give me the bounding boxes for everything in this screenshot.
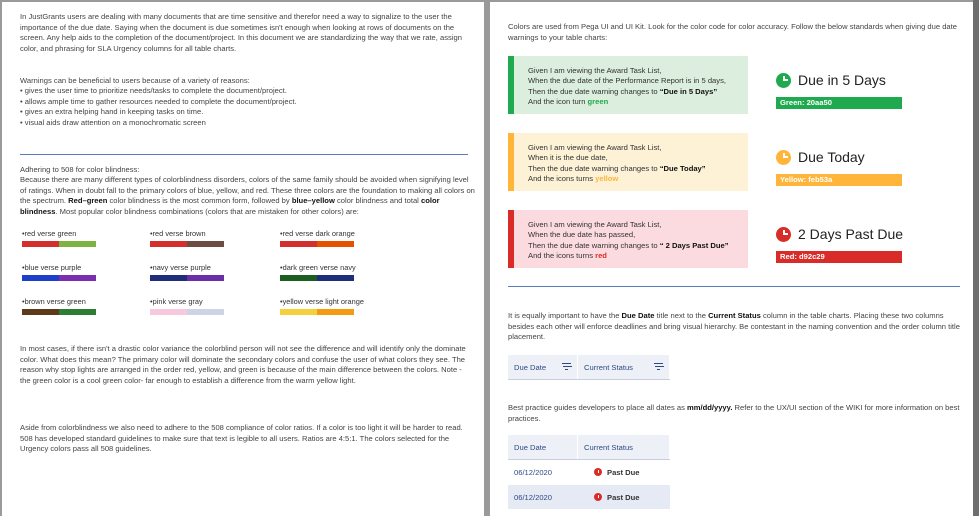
divider [20,154,468,155]
clock-icon [594,493,602,501]
rule-quote: “ 2 Days Past Due” [659,240,729,250]
color-swatch [150,275,187,281]
color-swatch [22,309,59,315]
rule-line: And the icons turns red [528,251,607,261]
equally-paragraph: It is equally important to have the Due Date title next to the Current Status column in the table charts. Placing these two columns besides each other will enforce deadlines and bring visual hierarchy. Be contestant in the naming convention and the order column title placement. [508,311,960,342]
clock-icon [776,150,791,165]
color-pair-label: •red verse brown [150,229,206,238]
dominant-paragraph: In most cases, if there isn't a drastic color variance the colorblind person will not see the difference and will identify only the dominate color. What does this mean? The primary color will dominate the secondary colors and confuse the user of what colors they see. The reason why stop lights are arranged in the order red, yellow, and green is because of the main difference between the colors. Note - the green color is a cool green color- far enough to establish a difference from the warm yellow light. [20,344,466,386]
color-swatch [59,275,96,281]
due-date-column-header[interactable] [508,435,578,459]
color-swatch [59,241,96,247]
rule-line: When the due date has passed, [528,230,636,240]
color-swatch [22,241,59,247]
due-date-column-label: Due Date [514,362,547,372]
colorblind-heading: Adhering to 508 for color blindness: [20,165,140,174]
colors-intro: Colors are used from Pega UI and UI Kit. Look for the color code for color accuracy. Follow the below standards when giving due date warnings to your table charts: [508,22,957,42]
rule-line: Given I am viewing the Award Task List, [528,143,662,152]
color-pair-label: •brown verse green [22,297,86,306]
color-swatch [150,309,187,315]
compliance-paragraph: Aside from colorblindness we also need to adhere to the 508 compliance of color ratios. If a color is too light it will be harder to read. 508 has developed standard guidelines to make sure that text is legible to all users. Ratios are 4:5:1. The colors selected for the Urgency colors pass all 508 guidelines. [20,423,463,454]
color-code-chip: Red: d92c29 [776,251,902,263]
status-label: Past Due [607,492,640,502]
rule-line: Then the due date warning changes to [528,163,660,173]
right-page [490,2,973,516]
rule-quote: “Due Today” [659,163,706,173]
rule-box [508,56,748,114]
status-example [776,226,903,242]
color-code-chip: Green: 20aa50 [776,97,902,109]
rule-quote: “Due in 5 Days” [659,86,718,96]
list-item: • visual aids draw attention on a monochromatic screen [20,118,206,128]
intro-paragraph: In JustGrants users are dealing with many documents that are time sensitive and therefor need a way to signalize to the user the importance of the due date. Saying when the document is due sometimes isn't enough when looking at rows of documents on the screen. Any help aids to the completion of the document/project. In this document we are standardizing the way that we rate, assign color, and phrasing for SLA Urgency columns for all table charts. [20,12,462,54]
list-item: • allows ample time to gather resources needed to complete the document/project. [20,96,297,106]
rule-line: Given I am viewing the Award Task List, [528,66,662,75]
rule-line: Given I am viewing the Award Task List, [528,220,662,229]
filter-icon[interactable] [654,363,663,371]
color-pair-label: •navy verse purple [150,263,211,272]
status-cell [584,468,640,477]
status-text: Due Today [798,149,865,165]
due-date-cell: 06/12/2020 [514,467,553,477]
status-text: Due in 5 Days [798,72,886,88]
current-status-column-label: Current Status [584,442,633,452]
due-date-column-label: Due Date [514,442,547,452]
color-pair-label: •red verse dark orange [280,229,355,238]
status-label: Past Due [607,467,640,477]
color-code-chip: Yellow: feb53a [776,174,902,186]
status-cell [584,493,640,502]
color-pair-label: •blue verse purple [22,263,82,272]
color-swatch [59,309,96,315]
color-swatch [280,241,317,247]
clock-icon [594,468,602,476]
color-swatch [187,241,224,247]
color-swatch [317,275,354,281]
table-row[interactable] [508,485,670,509]
color-pair-label: •dark green verse navy [280,263,356,272]
rule-line: When the due date of the Performance Report is in 5 days, [528,76,726,86]
filter-icon[interactable] [562,363,571,371]
current-status-column-label: Current Status [584,362,633,372]
color-swatch [187,275,224,281]
colorblind-paragraph: Because there are many different types of colorblindness disorders, colors of the same family should be avoided when signifying level of ratings. When in doubt fall to the primary colors of blue, yellow, and red. These three colors are the foundation to making all colors on the spectrum. Red–green color blindness is the most common form, followed by blue–yellow color blindness and total color blindness. Most popular color blindness combinations (colors that are mistaken for other colors) are: [20,175,475,217]
current-status-column-header[interactable] [578,435,670,459]
rule-line: And the icon turn green [528,97,609,107]
clock-icon [776,73,791,88]
color-pair-label: •yellow verse light orange [280,297,364,306]
color-swatch [280,309,317,315]
left-page [2,2,484,516]
status-example [776,149,865,165]
color-swatch [280,275,317,281]
rule-line: Then the due date warning changes to [528,240,660,250]
divider [508,286,960,287]
table-header [508,355,670,380]
due-date-cell: 06/12/2020 [514,492,553,502]
list-item: • gives an extra helping hand in keeping tasks on time. [20,107,204,117]
rule-box [508,133,748,191]
warnings-heading: Warnings can be beneficial to users because of a variety of reasons: [20,76,250,85]
color-pair-label: •red verse green [22,229,77,238]
rule-line: And the icons turns yellow [528,174,619,184]
current-status-column-header[interactable] [578,355,670,379]
list-item: • gives the user time to prioritize needs/tasks to complete the document/project. [20,86,287,95]
window-edge [973,0,979,516]
color-swatch [150,241,187,247]
clock-icon [776,227,791,242]
best-practice-paragraph: Best practice guides developers to place all dates as mm/dd/yyyy. Refer to the UX/UI section of the WIKI for more information on best practices. [508,403,960,423]
color-swatch [317,241,354,247]
rule-line: Then the due date warning changes to [528,86,660,96]
table-header [508,435,670,460]
status-example [776,72,886,88]
color-pair-label: •pink verse gray [150,297,203,306]
table-row[interactable] [508,460,670,484]
due-date-column-header[interactable] [508,355,578,379]
status-text: 2 Days Past Due [798,226,904,242]
rule-box [508,210,748,268]
warnings-list [20,86,470,129]
color-swatch [187,309,224,315]
rule-line: When it is the due date, [528,153,608,163]
color-swatch [22,275,59,281]
color-swatch [317,309,354,315]
